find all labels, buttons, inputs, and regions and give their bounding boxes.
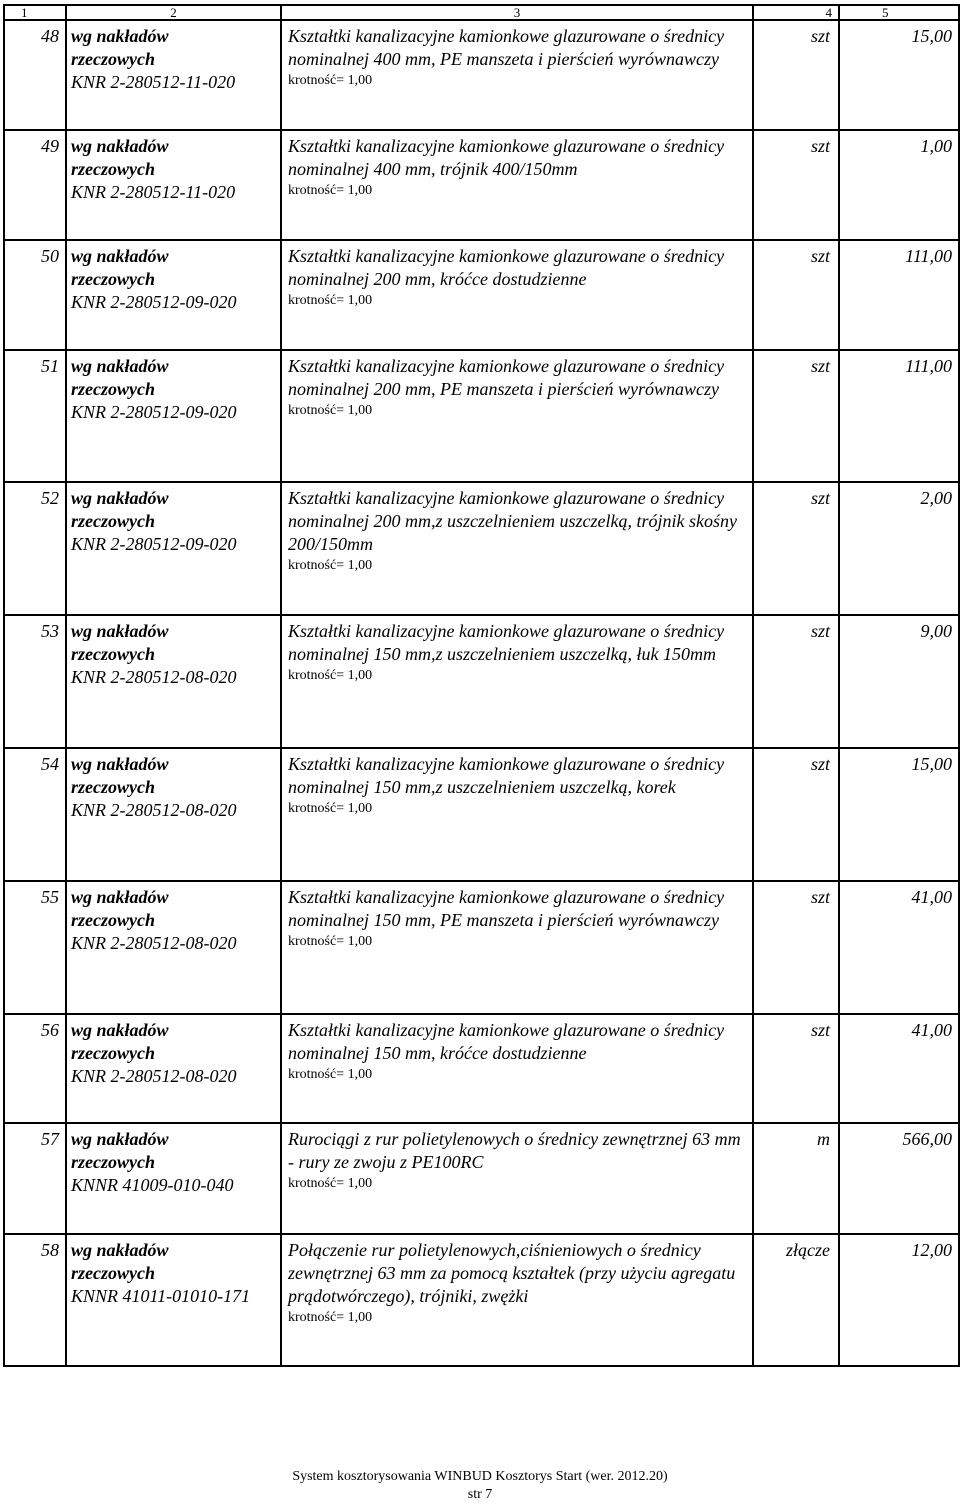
item-description <box>281 1014 753 1123</box>
multiplier-text: krotność= 1,00 <box>288 558 373 573</box>
column-number-2: 2 <box>66 5 281 20</box>
item-number: 57 <box>4 1123 66 1234</box>
description-text: Kształtki kanalizacyjne kamionkowe glazurowane o średnicy nominalnej 150 mm,z uszczelnieniem uszczelką, łuk 150mm <box>288 621 725 664</box>
basis-catalog-code: KNR 2-280512-11-020 <box>71 182 236 202</box>
item-description <box>281 350 753 482</box>
item-description <box>281 20 753 130</box>
basis-line-1: wg nakładów <box>71 1240 169 1260</box>
item-unit: szt <box>753 482 839 615</box>
item-quantity: 111,00 <box>839 240 959 350</box>
basis-catalog-code: KNNR 41011-01010-171 <box>71 1286 251 1306</box>
basis-line-2: rzeczowych <box>71 1263 155 1283</box>
table-row <box>4 1234 959 1366</box>
basis-catalog-code: KNNR 41009-010-040 <box>71 1175 234 1195</box>
item-number: 48 <box>4 20 66 130</box>
column-number-1: 1 <box>4 5 66 20</box>
item-description <box>281 130 753 240</box>
column-number-4: 4 <box>753 5 839 20</box>
basis-catalog-code: KNR 2-280512-08-020 <box>71 667 237 687</box>
column-number-3: 3 <box>281 5 753 20</box>
basis-line-2: rzeczowych <box>71 379 155 399</box>
multiplier-text: krotność= 1,00 <box>288 183 373 198</box>
item-number: 52 <box>4 482 66 615</box>
item-unit: m <box>753 1123 839 1234</box>
item-basis <box>66 1234 281 1366</box>
item-unit: szt <box>753 20 839 130</box>
item-basis <box>66 240 281 350</box>
description-text: Kształtki kanalizacyjne kamionkowe glazurowane o średnicy nominalnej 200 mm, króćce dostudzienne <box>288 246 725 289</box>
footer-page-number: str 7 <box>467 1487 493 1502</box>
item-quantity: 2,00 <box>839 482 959 615</box>
item-quantity: 566,00 <box>839 1123 959 1234</box>
basis-catalog-code: KNR 2-280512-08-020 <box>71 1066 237 1086</box>
item-unit: szt <box>753 615 839 748</box>
basis-line-2: rzeczowych <box>71 269 155 289</box>
table-row <box>4 615 959 748</box>
item-description <box>281 881 753 1014</box>
item-basis <box>66 615 281 748</box>
item-number: 51 <box>4 350 66 482</box>
item-basis <box>66 350 281 482</box>
basis-line-1: wg nakładów <box>71 621 169 641</box>
basis-catalog-code: KNR 2-280512-09-020 <box>71 292 237 312</box>
multiplier-text: krotność= 1,00 <box>288 668 373 683</box>
item-basis <box>66 748 281 881</box>
basis-line-2: rzeczowych <box>71 511 155 531</box>
multiplier-text: krotność= 1,00 <box>288 403 373 418</box>
multiplier-text: krotność= 1,00 <box>288 801 373 816</box>
basis-line-1: wg nakładów <box>71 26 169 46</box>
item-basis <box>66 1014 281 1123</box>
basis-line-2: rzeczowych <box>71 777 155 797</box>
item-quantity: 12,00 <box>839 1234 959 1366</box>
basis-line-2: rzeczowych <box>71 1152 155 1172</box>
item-quantity: 111,00 <box>839 350 959 482</box>
item-description <box>281 1234 753 1366</box>
item-unit: złącze <box>753 1234 839 1366</box>
cost-estimate-table <box>3 4 960 1367</box>
item-unit: szt <box>753 240 839 350</box>
table-row <box>4 482 959 615</box>
footer-system-name: System kosztorysowania WINBUD Kosztorys Start (wer. 2012.20) <box>292 1469 668 1484</box>
description-text: Kształtki kanalizacyjne kamionkowe glazurowane o średnicy nominalnej 150 mm, króćce dostudzienne <box>288 1020 725 1063</box>
table-row <box>4 1123 959 1234</box>
basis-line-1: wg nakładów <box>71 488 169 508</box>
item-description <box>281 1123 753 1234</box>
item-basis <box>66 1123 281 1234</box>
item-basis <box>66 20 281 130</box>
description-text: Połączenie rur polietylenowych,ciśnieniowych o średnicy zewnętrznej 63 mm za pomocą kształtek (przy użyciu agregatu prądotwórczego), trójniki, zwężki <box>288 1240 736 1306</box>
item-quantity: 9,00 <box>839 615 959 748</box>
item-number: 50 <box>4 240 66 350</box>
basis-line-1: wg nakładów <box>71 1129 169 1149</box>
basis-line-2: rzeczowych <box>71 159 155 179</box>
multiplier-text: krotność= 1,00 <box>288 293 373 308</box>
multiplier-text: krotność= 1,00 <box>288 1176 373 1191</box>
item-number: 49 <box>4 130 66 240</box>
basis-catalog-code: KNR 2-280512-08-020 <box>71 933 237 953</box>
item-description <box>281 240 753 350</box>
basis-line-1: wg nakładów <box>71 356 169 376</box>
item-unit: szt <box>753 881 839 1014</box>
basis-catalog-code: KNR 2-280512-11-020 <box>71 72 236 92</box>
item-basis <box>66 881 281 1014</box>
multiplier-text: krotność= 1,00 <box>288 73 373 88</box>
multiplier-text: krotność= 1,00 <box>288 1310 373 1325</box>
basis-line-1: wg nakładów <box>71 136 169 156</box>
table-row <box>4 240 959 350</box>
item-quantity: 41,00 <box>839 881 959 1014</box>
item-number: 56 <box>4 1014 66 1123</box>
basis-line-1: wg nakładów <box>71 1020 169 1040</box>
description-text: Rurociągi z rur polietylenowych o średnicy zewnętrznej 63 mm - rury ze zwoju z PE100RC <box>288 1129 741 1172</box>
basis-catalog-code: KNR 2-280512-09-020 <box>71 402 237 422</box>
basis-line-1: wg nakładów <box>71 887 169 907</box>
description-text: Kształtki kanalizacyjne kamionkowe glazurowane o średnicy nominalnej 150 mm, PE manszeta i pierścień wyrównawczy <box>288 887 725 930</box>
item-quantity: 41,00 <box>839 1014 959 1123</box>
description-text: Kształtki kanalizacyjne kamionkowe glazurowane o średnicy nominalnej 150 mm,z uszczelnieniem uszczelką, korek <box>288 754 725 797</box>
item-unit: szt <box>753 1014 839 1123</box>
item-quantity: 1,00 <box>839 130 959 240</box>
item-number: 55 <box>4 881 66 1014</box>
table-row <box>4 350 959 482</box>
column-number-5: 5 <box>839 5 959 20</box>
item-unit: szt <box>753 748 839 881</box>
column-number-header <box>4 5 959 20</box>
basis-catalog-code: KNR 2-280512-09-020 <box>71 534 237 554</box>
item-number: 58 <box>4 1234 66 1366</box>
basis-line-2: rzeczowych <box>71 644 155 664</box>
item-description <box>281 748 753 881</box>
table-row <box>4 1014 959 1123</box>
basis-line-2: rzeczowych <box>71 910 155 930</box>
description-text: Kształtki kanalizacyjne kamionkowe glazurowane o średnicy nominalnej 400 mm, PE manszeta i pierścień wyrównawczy <box>288 26 725 69</box>
item-unit: szt <box>753 130 839 240</box>
item-description <box>281 615 753 748</box>
item-unit: szt <box>753 350 839 482</box>
table-row <box>4 130 959 240</box>
table-row <box>4 881 959 1014</box>
multiplier-text: krotność= 1,00 <box>288 934 373 949</box>
basis-line-2: rzeczowych <box>71 49 155 69</box>
item-description <box>281 482 753 615</box>
item-number: 54 <box>4 748 66 881</box>
item-quantity: 15,00 <box>839 20 959 130</box>
basis-line-2: rzeczowych <box>71 1043 155 1063</box>
item-basis <box>66 130 281 240</box>
description-text: Kształtki kanalizacyjne kamionkowe glazurowane o średnicy nominalnej 200 mm,z uszczelnieniem uszczelką, trójnik skośny 200/150mm <box>288 488 737 554</box>
item-quantity: 15,00 <box>839 748 959 881</box>
basis-line-1: wg nakładów <box>71 754 169 774</box>
basis-line-1: wg nakładów <box>71 246 169 266</box>
page-footer <box>0 1468 960 1504</box>
description-text: Kształtki kanalizacyjne kamionkowe glazurowane o średnicy nominalnej 200 mm, PE manszeta i pierścień wyrównawczy <box>288 356 725 399</box>
description-text: Kształtki kanalizacyjne kamionkowe glazurowane o średnicy nominalnej 400 mm, trójnik 400/150mm <box>288 136 725 179</box>
item-basis <box>66 482 281 615</box>
basis-catalog-code: KNR 2-280512-08-020 <box>71 800 237 820</box>
multiplier-text: krotność= 1,00 <box>288 1067 373 1082</box>
item-number: 53 <box>4 615 66 748</box>
table-row <box>4 20 959 130</box>
table-row <box>4 748 959 881</box>
